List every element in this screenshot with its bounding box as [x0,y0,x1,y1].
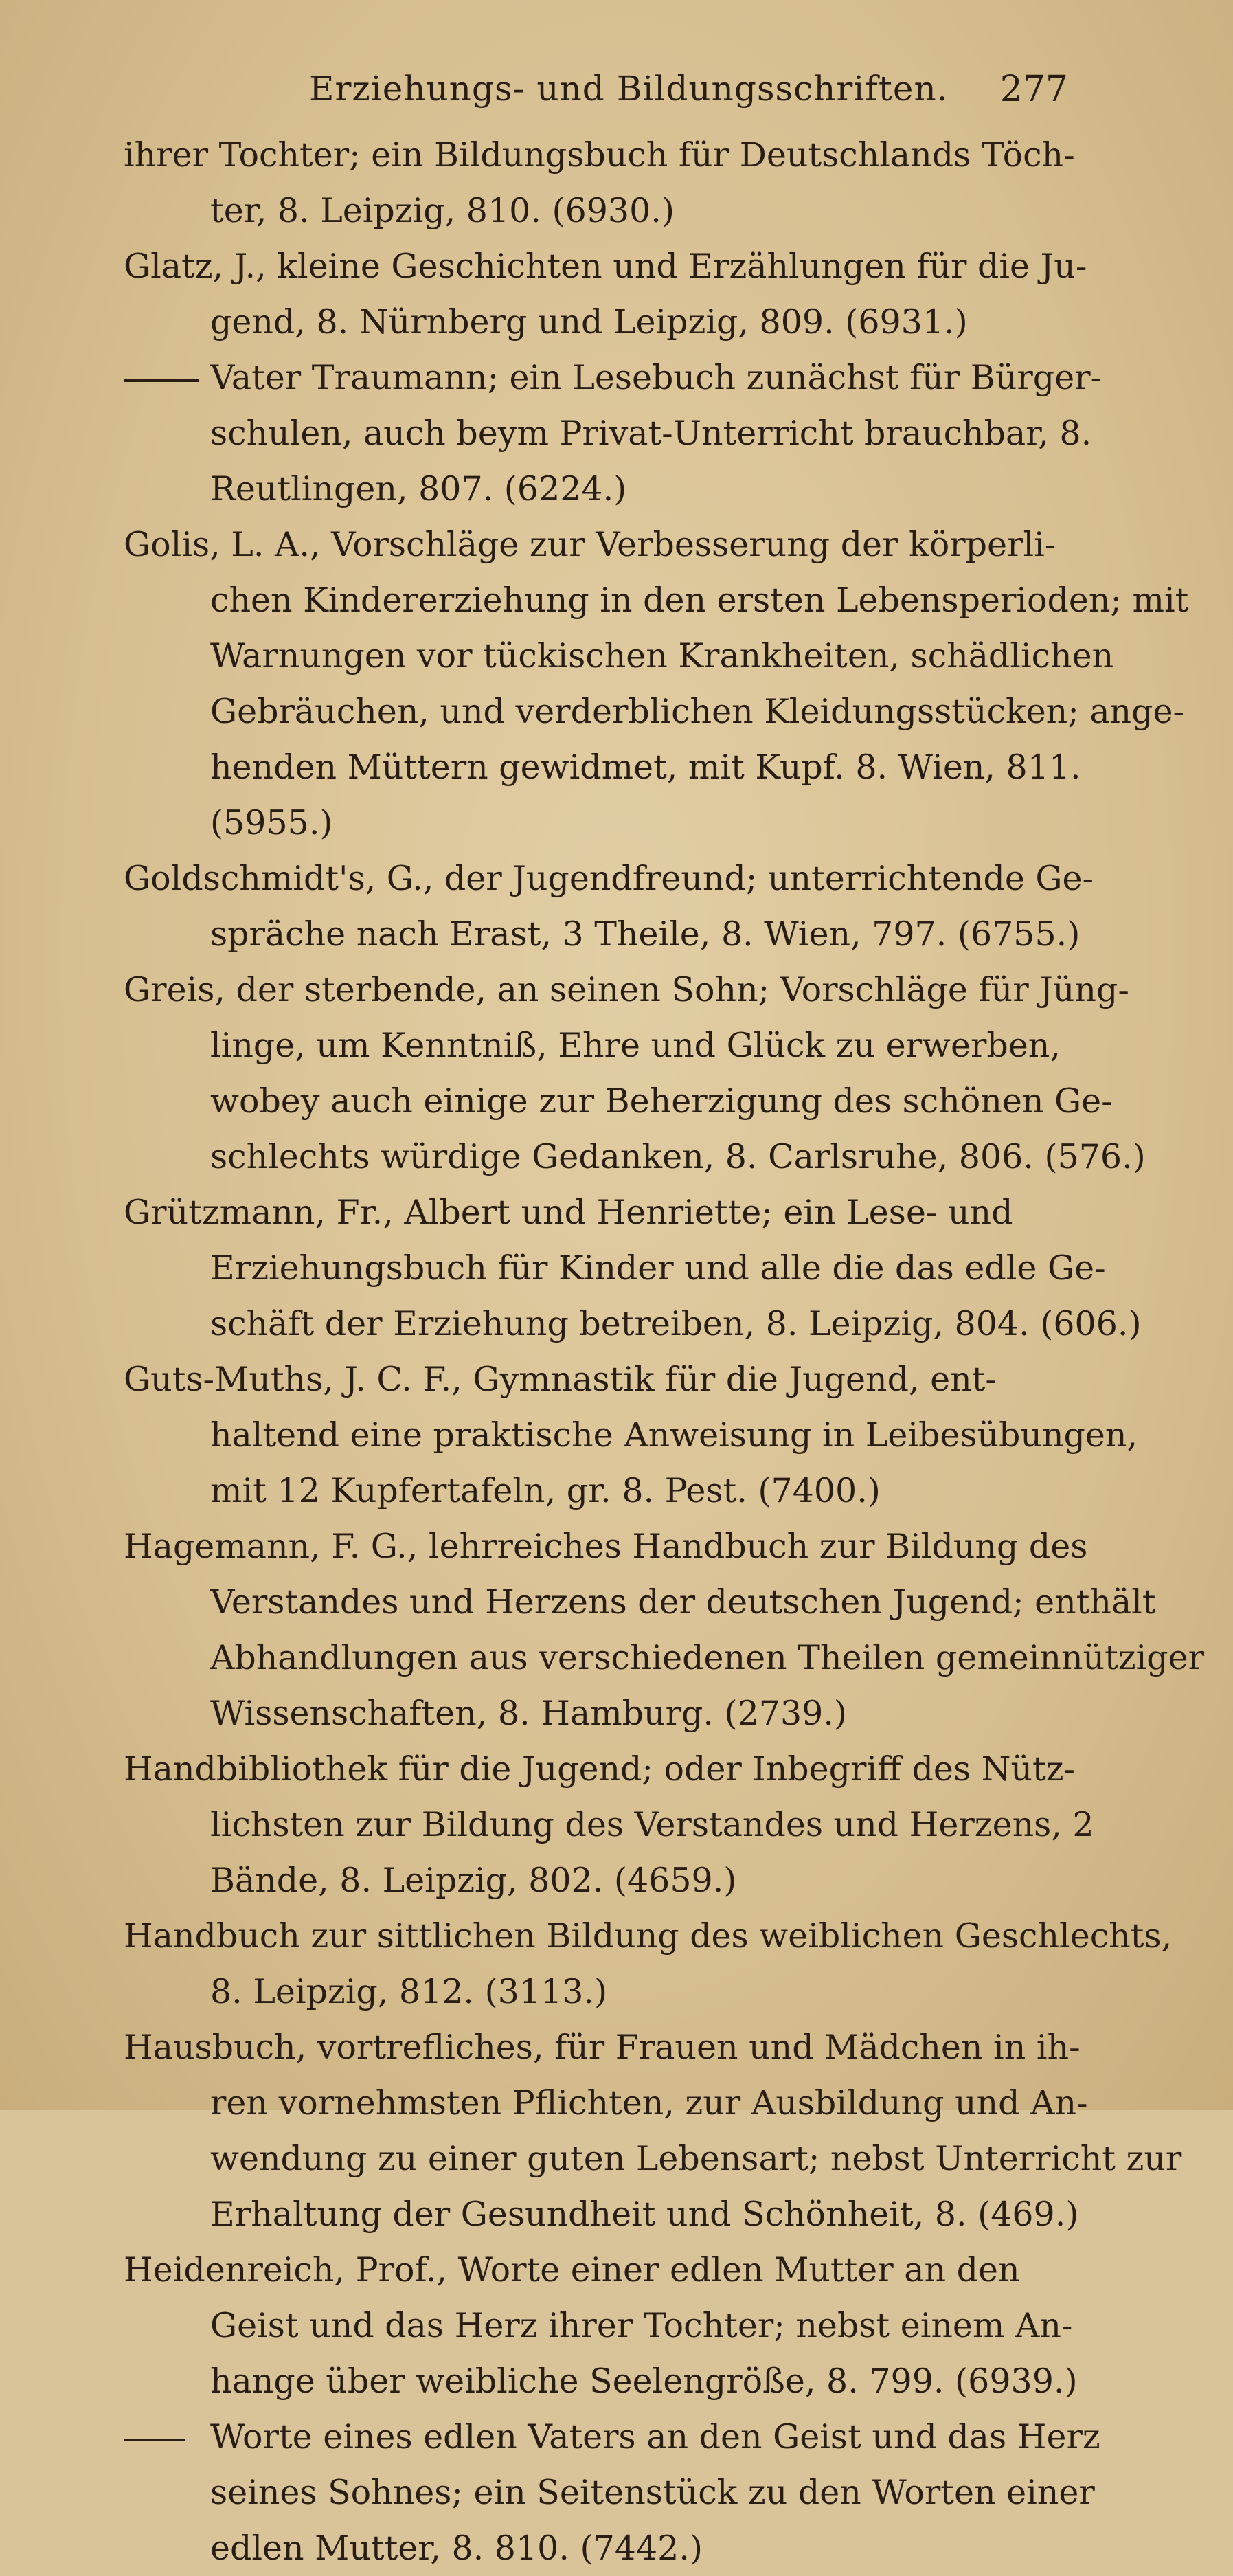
bibliography-entry [124,2242,1078,2409]
entry-continuation-line: Reutlingen, 807. (6224.) [210,469,627,508]
entry-continuation-line: edlen Mutter, 8. 810. (7442.) [210,2529,703,2568]
entry-continuation-line: schlechts würdige Gedanken, 8. Carlsruhe, 806. (576.) [210,1137,1146,1176]
entry-continuation-line: (5955.) [210,803,333,842]
entry-continuation-line: wendung zu einer guten Lebensart; nebst Unterricht zur [210,2139,1182,2178]
bibliography-entry [124,127,1078,238]
entry-continuation-line: spräche nach Erast, 3 Theile, 8. Wien, 797. (6755.) [210,915,1081,954]
entry-first-line: Worte eines edlen Vaters an den Geist und das Herz [210,2417,1100,2456]
entry-first-line: Hausbuch, vortrefliches, für Frauen und Mädchen in ih- [124,2028,1081,2067]
entry-first-line: Goldschmidt's, G., der Jugendfreund; unterrichtende Ge- [124,859,1094,898]
entry-continuation-line: hange über weibliche Seelengröße, 8. 799. (6939.) [210,2362,1078,2401]
entry-first-line: Greis, der sterbende, an seinen Sohn; Vorschläge für Jüng- [124,970,1129,1009]
bibliography-entry [124,1908,1173,2019]
entry-continuation-line: haltend eine praktische Anweisung in Leibesübungen, [210,1415,1138,1455]
entry-continuation-line: Abhandlungen aus verschiedenen Theilen gemeinnütziger [210,1638,1205,1677]
entry-continuation-line: Erhaltung der Gesundheit und Schönheit, 8. (469.) [210,2195,1079,2234]
entry-continuation-line: henden Müttern gewidmet, mit Kupf. 8. Wien, 811. [210,748,1081,787]
bibliography-entry [124,1185,1142,1352]
entry-continuation-line: wobey auch einige zur Beherzigung des schönen Ge- [210,1082,1113,1121]
entry-first-line: Grützmann, Fr., Albert und Henriette; ein Lese- und [124,1193,1013,1232]
bibliography-entry [124,350,1102,517]
entry-first-line: Vater Traumann; ein Lesebuch zunächst für Bürger- [210,358,1102,397]
entry-continuation-line: schulen, auch beym Privat-Unterricht brauchbar, 8. [210,414,1092,453]
entry-continuation-line: Erziehungsbuch für Kinder und alle die das edle Ge- [210,1248,1106,1288]
bibliography-entry [124,238,1087,350]
entry-continuation-line: ren vornehmsten Pflichten, zur Ausbildung und An- [210,2083,1088,2123]
entry-first-line: Glatz, J., kleine Geschichten und Erzählungen für die Ju- [124,247,1087,286]
entry-continuation-line: ter, 8. Leipzig, 810. (6930.) [210,191,675,230]
page-header [309,69,1068,124]
entry-first-line: Handbibliothek für die Jugend; oder Inbegriff des Nütz- [124,1749,1076,1789]
entry-continuation-line: Geist und das Herz ihrer Tochter; nebst einem An- [210,2306,1073,2345]
entry-continuation-line: schäft der Erziehung betreiben, 8. Leipzig, 804. (606.) [210,1304,1142,1343]
entry-continuation-line: 8. Leipzig, 812. (3113.) [210,1972,608,2011]
entry-first-line: Golis, L. A., Vorschläge zur Verbesserung der körperli- [124,525,1056,564]
entry-continuation-line: Gebräuchen, und verderblichen Kleidungsstücken; ange- [210,692,1185,731]
entry-first-line: Hagemann, F. G., lehrreiches Handbuch zur Bildung des [124,1527,1088,1566]
entry-continuation-line: Wissenschaften, 8. Hamburg. (2739.) [210,1694,848,1733]
entry-continuation-line: chen Kindererziehung in den ersten Lebensperioden; mit [210,581,1189,620]
entry-continuation-line: Bände, 8. Leipzig, 802. (4659.) [210,1861,737,1900]
page-number: 277 [999,69,1068,110]
entry-continuation-line: seines Sohnes; ein Seitenstück zu den Worten einer [210,2473,1095,2512]
bibliography-entry [124,1741,1094,1908]
entry-continuation-line: mit 12 Kupfertafeln, gr. 8. Pest. (7400.) [210,1471,881,1510]
entry-continuation-line: Warnungen vor tückischen Krankheiten, schädlichen [210,636,1114,675]
entry-first-line: Heidenreich, Prof., Worte einer edlen Mutter an den [124,2250,1020,2289]
bibliography-entry [124,2019,1182,2242]
bibliography-entry [124,2409,1100,2576]
ditto-dash [124,379,199,382]
entry-first-line: Handbuch zur sittlichen Bildung des weiblichen Geschlechts, [124,1916,1173,1956]
running-title: Erziehungs- und Bildungsschriften. [309,69,949,109]
entry-continuation-line: lichsten zur Bildung des Verstandes und Herzens, 2 [210,1805,1094,1844]
bibliography-entry [124,962,1146,1185]
bibliography-entry [124,1352,1138,1519]
bibliography-entry [124,517,1189,851]
bibliography-list [124,127,1205,2576]
entry-continuation-line: gend, 8. Nürnberg und Leipzig, 809. (6931.) [210,302,968,341]
bibliography-entry [124,1519,1205,1741]
entry-continuation-line: linge, um Kenntniß, Ehre und Glück zu erwerben, [210,1026,1061,1065]
entry-first-line: Guts-Muths, J. C. F., Gymnastik für die Jugend, ent- [124,1360,997,1399]
entry-continuation-line: Verstandes und Herzens der deutschen Jugend; enthält [210,1582,1156,1622]
bibliography-entry [124,851,1094,962]
entry-first-line: ihrer Tochter; ein Bildungsbuch für Deutschlands Töch- [124,135,1075,175]
ditto-dash [124,2439,185,2441]
